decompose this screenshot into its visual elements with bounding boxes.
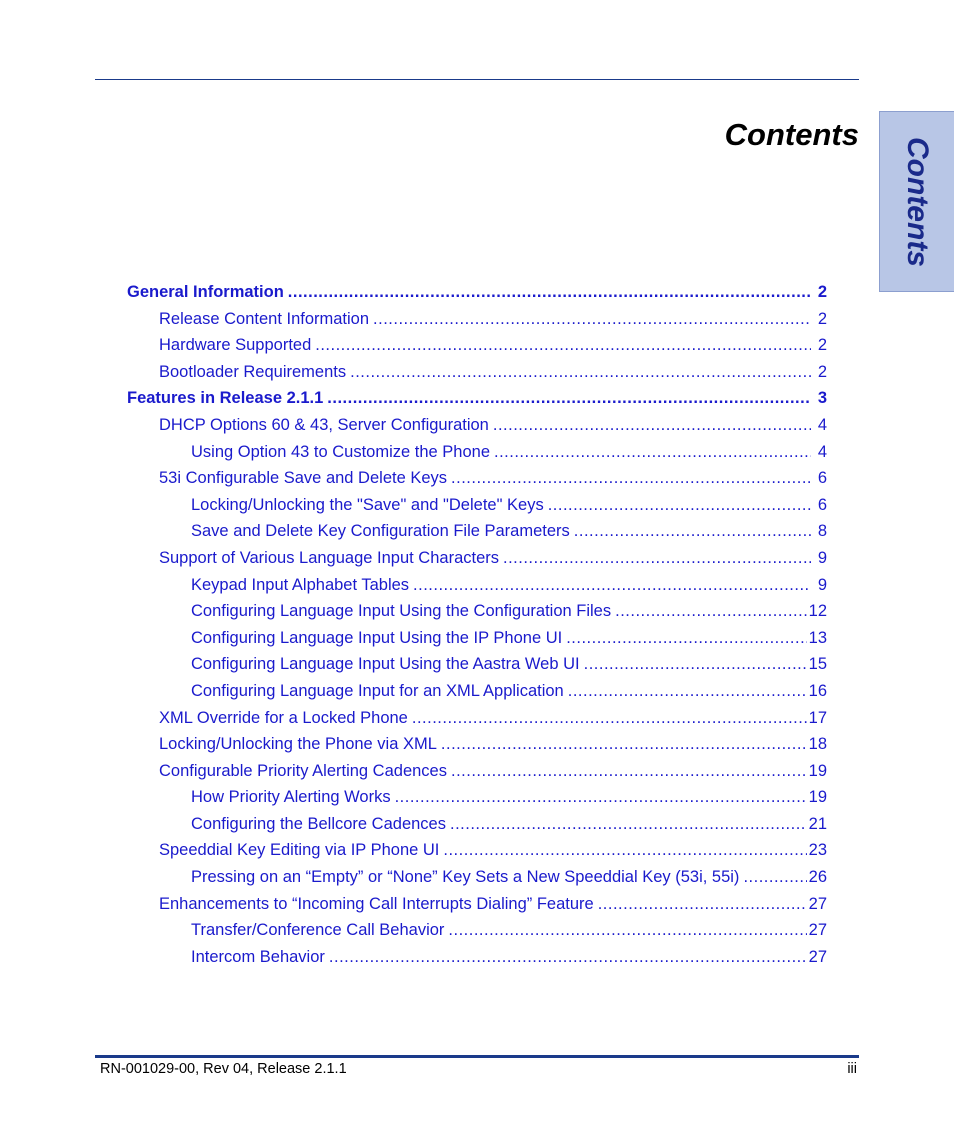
- toc-dot-leader: [451, 762, 807, 781]
- toc-entry-page: 19: [808, 788, 827, 807]
- toc-entry[interactable]: [127, 363, 827, 390]
- toc-entry-page: 27: [808, 921, 827, 940]
- toc-dot-leader: [329, 948, 807, 967]
- toc-entry-page: 23: [808, 841, 827, 860]
- toc-entry-label: DHCP Options 60 & 43, Server Configuration: [159, 415, 489, 434]
- toc-dot-leader: [288, 283, 811, 302]
- toc-dot-leader: [493, 416, 811, 435]
- toc-entry[interactable]: [127, 522, 827, 549]
- toc-entry[interactable]: [127, 921, 827, 948]
- toc-entry[interactable]: [127, 389, 827, 416]
- toc-entry-label: 53i Configurable Save and Delete Keys: [159, 469, 448, 488]
- footer-rule: [95, 1055, 859, 1058]
- toc-entry[interactable]: [127, 443, 827, 470]
- toc-entry[interactable]: [127, 310, 827, 337]
- toc-entry-label: Enhancements to “Incoming Call Interrupts Dialing” Feature: [159, 894, 594, 913]
- toc-dot-leader: [548, 496, 811, 515]
- toc-entry-page: 6: [817, 469, 827, 488]
- toc-dot-leader: [373, 310, 811, 329]
- toc-entry[interactable]: [127, 283, 827, 310]
- toc-entry-label: Intercom Behavior: [191, 947, 325, 966]
- toc-entry-page: 15: [808, 655, 827, 674]
- toc-entry-page: 27: [808, 894, 827, 913]
- toc-entry-page: 6: [817, 495, 827, 514]
- toc-entry-page: 2: [817, 362, 827, 381]
- toc-entry-page: 9: [817, 548, 827, 567]
- toc-dot-leader: [315, 336, 811, 355]
- toc-entry-page: 2: [817, 309, 827, 328]
- toc-entry-page: 26: [808, 868, 827, 887]
- toc-entry[interactable]: [127, 416, 827, 443]
- toc-entry-label: Keypad Input Alphabet Tables: [191, 575, 410, 594]
- toc-entry-page: 27: [808, 947, 827, 966]
- page-title: Contents: [724, 117, 859, 152]
- toc-entry-page: 12: [808, 602, 827, 621]
- header-rule: [95, 79, 859, 80]
- toc-dot-leader: [327, 389, 811, 408]
- toc-dot-leader: [574, 522, 811, 541]
- toc-entry[interactable]: [127, 655, 827, 682]
- toc-entry-page: 2: [817, 336, 827, 355]
- toc-entry-label: Configuring the Bellcore Cadences: [191, 814, 446, 833]
- toc-entry-label: Locking/Unlocking the Phone via XML: [159, 735, 437, 754]
- toc-dot-leader: [443, 841, 806, 860]
- toc-entry-page: 3: [817, 389, 827, 408]
- toc-dot-leader: [568, 682, 807, 701]
- toc-entry-page: 18: [808, 735, 827, 754]
- toc-entry-label: Bootloader Requirements: [159, 362, 347, 381]
- toc-entry[interactable]: [127, 788, 827, 815]
- toc-entry-label: Locking/Unlocking the "Save" and "Delete" Keys: [191, 495, 544, 514]
- toc-dot-leader: [350, 363, 811, 382]
- toc-entry-label: How Priority Alerting Works: [191, 788, 391, 807]
- toc-entry-page: 9: [817, 575, 827, 594]
- side-tab: [879, 111, 954, 292]
- toc-entry-page: 21: [808, 814, 827, 833]
- toc-entry-label: Configuring Language Input for an XML Application: [191, 681, 564, 700]
- toc-entry-label: Configurable Priority Alerting Cadences: [159, 761, 447, 780]
- toc-entry-label: Pressing on an “Empty” or “None” Key Sets a New Speeddial Key (53i, 55i): [191, 868, 740, 887]
- toc-dot-leader: [743, 868, 806, 887]
- toc-entry-label: Using Option 43 to Customize the Phone: [191, 442, 491, 461]
- toc-dot-leader: [584, 655, 807, 674]
- toc-entry[interactable]: [127, 549, 827, 576]
- toc-entry-label: XML Override for a Locked Phone: [159, 708, 408, 727]
- toc-entry[interactable]: [127, 868, 827, 895]
- toc-entry[interactable]: [127, 602, 827, 629]
- toc-entry[interactable]: [127, 841, 827, 868]
- toc-dot-leader: [503, 549, 811, 568]
- toc-entry-label: Configuring Language Input Using the Aastra Web UI: [191, 655, 580, 674]
- toc-dot-leader: [494, 443, 811, 462]
- toc-entry[interactable]: [127, 895, 827, 922]
- toc-entry-label: Transfer/Conference Call Behavior: [191, 921, 445, 940]
- toc-entry-page: 13: [808, 628, 827, 647]
- toc-entry-page: 4: [817, 415, 827, 434]
- toc-entry[interactable]: [127, 576, 827, 603]
- toc-entry-label: Configuring Language Input Using the Configuration Files: [191, 602, 612, 621]
- toc-entry-label: Save and Delete Key Configuration File Parameters: [191, 522, 570, 541]
- toc-entry[interactable]: [127, 469, 827, 496]
- toc-entry[interactable]: [127, 682, 827, 709]
- toc-dot-leader: [413, 576, 811, 595]
- toc-entry[interactable]: [127, 762, 827, 789]
- toc-entry-label: Hardware Supported: [159, 336, 312, 355]
- toc-dot-leader: [615, 602, 807, 621]
- toc-entry[interactable]: [127, 709, 827, 736]
- toc-entry-label: Release Content Information: [159, 309, 370, 328]
- toc-entry-label: Support of Various Language Input Characters: [159, 548, 499, 567]
- toc-dot-leader: [450, 815, 807, 834]
- side-tab-label: Contents: [901, 136, 934, 267]
- toc-dot-leader: [448, 921, 806, 940]
- toc-dot-leader: [441, 735, 807, 754]
- toc-entry[interactable]: [127, 815, 827, 842]
- toc-entry[interactable]: [127, 336, 827, 363]
- toc-entry-page: 17: [808, 708, 827, 727]
- toc-entry-label: Features in Release 2.1.1: [127, 389, 324, 408]
- toc-entry-page: 2: [817, 283, 827, 301]
- table-of-contents: [127, 283, 827, 974]
- footer-document-id: RN-001029-00, Rev 04, Release 2.1.1: [100, 1061, 347, 1077]
- toc-entry-label: General Information: [127, 283, 284, 301]
- toc-entry-label: Speeddial Key Editing via IP Phone UI: [159, 841, 440, 860]
- toc-entry[interactable]: [127, 735, 827, 762]
- toc-dot-leader: [598, 895, 807, 914]
- toc-entry-page: 4: [817, 442, 827, 461]
- toc-entry[interactable]: [127, 948, 827, 975]
- toc-entry-page: 8: [817, 522, 827, 541]
- toc-dot-leader: [395, 788, 807, 807]
- toc-entry-page: 16: [808, 681, 827, 700]
- toc-entry[interactable]: [127, 496, 827, 523]
- toc-entry-label: Configuring Language Input Using the IP Phone UI: [191, 628, 563, 647]
- toc-entry-page: 19: [808, 761, 827, 780]
- toc-entry[interactable]: [127, 629, 827, 656]
- toc-dot-leader: [451, 469, 811, 488]
- footer-page-number: iii: [847, 1061, 857, 1077]
- toc-dot-leader: [566, 629, 806, 648]
- toc-dot-leader: [412, 709, 807, 728]
